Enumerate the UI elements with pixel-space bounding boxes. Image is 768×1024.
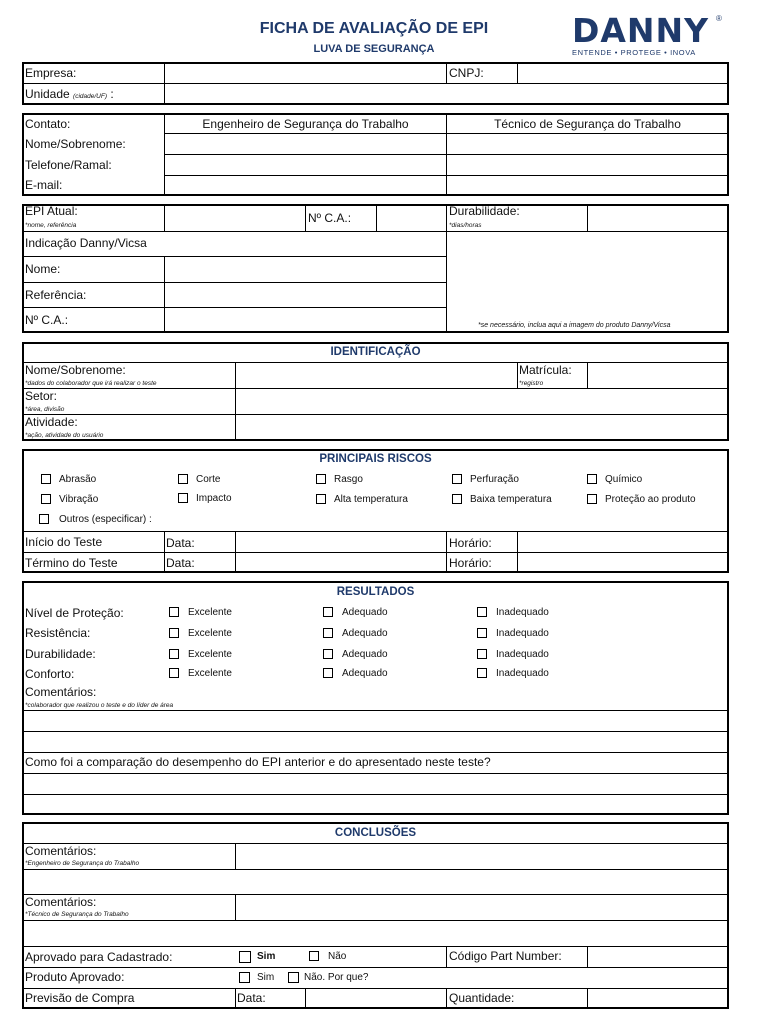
durabilidade-result-label: Durabilidade: [25, 647, 96, 661]
produto-sim-label: Sim [257, 972, 275, 983]
logo-tagline: ENTENDE • PROTEGE • INOVA [572, 48, 696, 57]
alta-temperatura-label: Alta temperatura [334, 494, 408, 505]
tec-comentarios-note: *Técnico de Segurança do Trabalho [25, 911, 129, 918]
outros-label: Outros (especificar) : [59, 514, 152, 525]
technician-phone-field[interactable] [447, 155, 727, 174]
aprovado-nao-label: Não [328, 951, 347, 962]
referencia-label: Referência: [25, 288, 87, 302]
empresa-label: Empresa: [25, 66, 77, 80]
conclusoes-title: CONCLUSÕES [334, 827, 417, 839]
resistencia-label: Resistência: [25, 626, 91, 640]
form-subtitle: LUVA DE SEGURANÇA [313, 43, 435, 55]
conforto-excelente-checkbox[interactable] [169, 668, 179, 678]
registered-mark: ® [716, 14, 722, 23]
referencia-field[interactable] [165, 283, 445, 306]
telefone-label: Telefone/Ramal: [25, 158, 112, 172]
engineer-name-field[interactable] [165, 134, 445, 153]
produto-nao-porque-field[interactable] [370, 968, 727, 987]
setor-field[interactable] [236, 389, 727, 413]
nivel-adequado-checkbox[interactable] [323, 607, 333, 617]
danny-logo [572, 11, 722, 57]
cnpj-label: CNPJ: [449, 66, 484, 80]
engineer-email-field[interactable] [165, 176, 445, 194]
tec-comentarios-line-2[interactable] [24, 921, 727, 945]
comparison-answer-line-1[interactable] [24, 774, 727, 793]
resistencia-adequado-label: Adequado [342, 628, 388, 639]
unidade-label: Unidade (cidade/UF) : [25, 87, 114, 101]
aprovado-sim-checkbox[interactable] [239, 951, 251, 963]
resistencia-adequado-checkbox[interactable] [323, 628, 333, 638]
matricula-note: *registro [519, 380, 544, 387]
eng-comentarios-field[interactable] [236, 844, 727, 868]
baixa-temperatura-label: Baixa temperatura [470, 494, 552, 505]
produto-sim-checkbox[interactable] [239, 972, 250, 983]
ca2-field[interactable] [165, 308, 445, 331]
matricula-label: Matrícula: [519, 363, 572, 377]
setor-note: *área, divisão [25, 406, 65, 413]
form-title: FICHA DE AVALIAÇÃO DE EPI [259, 20, 489, 37]
product-image-area[interactable] [447, 232, 727, 320]
inicio-data-field[interactable] [236, 532, 445, 551]
tec-comentarios-label: Comentários: [25, 895, 97, 909]
epi-atual-label: EPI Atual: [25, 204, 78, 218]
codigo-part-number-label: Código Part Number: [449, 949, 562, 963]
engineer-phone-field[interactable] [165, 155, 445, 174]
id-nome-note: *dados do colaborador que irá realizar o teste [25, 380, 157, 387]
resistencia-excelente-label: Excelente [188, 628, 232, 639]
nivel-adequado-label: Adequado [342, 607, 388, 618]
durabilidade-adequado-checkbox[interactable] [323, 649, 333, 659]
nome-sobrenome-label: Nome/Sobrenome: [25, 137, 126, 151]
impacto-checkbox[interactable] [178, 493, 188, 503]
resultados-comment-line-1[interactable] [24, 711, 727, 730]
inicio-teste-label: Início do Teste [25, 535, 103, 549]
protecao-produto-label: Proteção ao produto [605, 494, 696, 505]
produto-aprovado-label: Produto Aprovado: [25, 970, 125, 984]
comparison-answer-line-2[interactable] [24, 795, 727, 813]
matricula-field[interactable] [588, 363, 727, 387]
ca-label: Nº C.A.: [308, 211, 352, 225]
eng-comentarios-label: Comentários: [25, 844, 97, 858]
indicacao-label: Indicação Danny/Vicsa [25, 236, 147, 250]
ca2-label: Nº C.A.: [25, 313, 69, 327]
conforto-inadequado-label: Inadequado [496, 668, 549, 679]
conforto-label: Conforto: [25, 667, 75, 681]
epi-nome-field[interactable] [165, 257, 445, 281]
perfuracao-checkbox[interactable] [452, 474, 462, 484]
termino-horario-label: Horário: [449, 556, 492, 570]
resultados-comentarios-note: *colaborador que realizou o teste e do líder de área [25, 702, 174, 709]
corte-checkbox[interactable] [178, 474, 188, 484]
technician-email-field[interactable] [447, 176, 727, 194]
nivel-excelente-checkbox[interactable] [169, 607, 179, 617]
epi-atual-field[interactable] [165, 206, 304, 230]
previsao-compra-label: Previsão de Compra [25, 991, 135, 1005]
image-note: *se necessário, inclua aqui a imagem do produto Danny/Vicsa [478, 322, 671, 329]
inicio-horario-label: Horário: [449, 536, 492, 550]
conforto-adequado-label: Adequado [342, 668, 388, 679]
atividade-field[interactable] [236, 415, 727, 439]
durabilidade-field[interactable] [588, 206, 727, 230]
durabilidade-note: *dias/horas [449, 222, 482, 229]
inicio-data-label: Data: [166, 536, 195, 550]
previsao-data-field[interactable] [306, 989, 445, 1007]
resistencia-inadequado-checkbox[interactable] [477, 628, 487, 638]
termino-data-field[interactable] [236, 553, 445, 571]
quantidade-field[interactable] [588, 989, 727, 1007]
resistencia-excelente-checkbox[interactable] [169, 628, 179, 638]
identificacao-title: IDENTIFICAÇÃO [330, 346, 421, 358]
rasgo-label: Rasgo [334, 474, 363, 485]
logo-word: DANNY [572, 11, 710, 50]
epi-atual-note: *nome, referência [25, 222, 77, 229]
quimico-checkbox[interactable] [587, 474, 597, 484]
aprovado-sim-label: Sim [257, 951, 276, 962]
rasgo-checkbox[interactable] [316, 474, 326, 484]
perfuracao-label: Perfuração [470, 474, 519, 485]
nivel-excelente-label: Excelente [188, 607, 232, 618]
termino-horario-field[interactable] [518, 553, 727, 571]
conforto-adequado-checkbox[interactable] [323, 668, 333, 678]
produto-nao-checkbox[interactable] [288, 972, 299, 983]
produto-nao-porque-label: Não. Por que? [304, 972, 369, 983]
cnpj-field[interactable] [518, 64, 727, 82]
aprovado-nao-checkbox[interactable] [309, 951, 319, 961]
empresa-field[interactable] [165, 64, 445, 82]
riscos-title: PRINCIPAIS RISCOS [319, 453, 432, 465]
id-nome-label: Nome/Sobrenome: [25, 363, 126, 377]
technician-column-header: Técnico de Segurança do Trabalho [494, 117, 681, 131]
durabilidade-inadequado-checkbox[interactable] [477, 649, 487, 659]
id-nome-field[interactable] [236, 363, 516, 387]
resultados-comentarios-label: Comentários: [25, 685, 97, 699]
nivel-protecao-label: Nível de Proteção: [25, 606, 124, 620]
comparison-question: Como foi a comparação do desempenho do EPI anterior e do apresentado neste teste? [25, 755, 491, 769]
baixa-temperatura-checkbox[interactable] [452, 494, 462, 504]
previsao-data-label: Data: [237, 991, 266, 1005]
protecao-produto-checkbox[interactable] [587, 494, 597, 504]
impacto-label: Impacto [196, 493, 232, 504]
tec-comentarios-field[interactable] [236, 895, 727, 919]
vibracao-checkbox[interactable] [41, 494, 51, 504]
ca-field[interactable] [377, 206, 445, 230]
epi-nome-label: Nome: [25, 262, 61, 276]
nivel-inadequado-label: Inadequado [496, 607, 549, 618]
resultados-title: RESULTADOS [336, 586, 415, 598]
abrasao-label: Abrasão [59, 474, 97, 485]
resultados-comment-line-2[interactable] [24, 732, 727, 751]
setor-label: Setor: [25, 389, 58, 403]
eng-comentarios-line-2[interactable] [24, 870, 727, 893]
unidade-field[interactable] [165, 85, 727, 103]
alta-temperatura-checkbox[interactable] [316, 494, 326, 504]
termino-data-label: Data: [166, 556, 195, 570]
contato-label: Contato: [25, 117, 71, 131]
durabilidade-excelente-label: Excelente [188, 649, 232, 660]
atividade-note: *ação, atividade do usuário [25, 432, 104, 439]
termino-teste-label: Término do Teste [25, 556, 118, 570]
quimico-label: Químico [605, 474, 643, 485]
corte-label: Corte [196, 474, 221, 485]
engineer-column-header: Engenheiro de Segurança do Trabalho [202, 117, 409, 131]
durabilidade-label: Durabilidade: [449, 204, 520, 218]
nivel-inadequado-checkbox[interactable] [477, 607, 487, 617]
abrasao-checkbox[interactable] [41, 474, 51, 484]
email-label: E-mail: [25, 178, 63, 192]
resistencia-inadequado-label: Inadequado [496, 628, 549, 639]
atividade-label: Atividade: [25, 415, 78, 429]
technician-name-field[interactable] [447, 134, 727, 153]
durabilidade-excelente-checkbox[interactable] [169, 649, 179, 659]
durabilidade-adequado-label: Adequado [342, 649, 388, 660]
conforto-excelente-label: Excelente [188, 668, 232, 679]
outros-field[interactable] [160, 511, 720, 527]
codigo-part-number-field[interactable] [588, 947, 727, 966]
durabilidade-inadequado-label: Inadequado [496, 649, 549, 660]
inicio-horario-field[interactable] [518, 532, 727, 551]
vibracao-label: Vibração [59, 494, 99, 505]
outros-checkbox[interactable] [39, 514, 49, 524]
aprovado-cadastrado-label: Aprovado para Cadastrado: [25, 950, 173, 964]
conforto-inadequado-checkbox[interactable] [477, 668, 487, 678]
eng-comentarios-note: *Engenheiro de Segurança do Trabalho [25, 860, 140, 867]
quantidade-label: Quantidade: [449, 991, 515, 1005]
